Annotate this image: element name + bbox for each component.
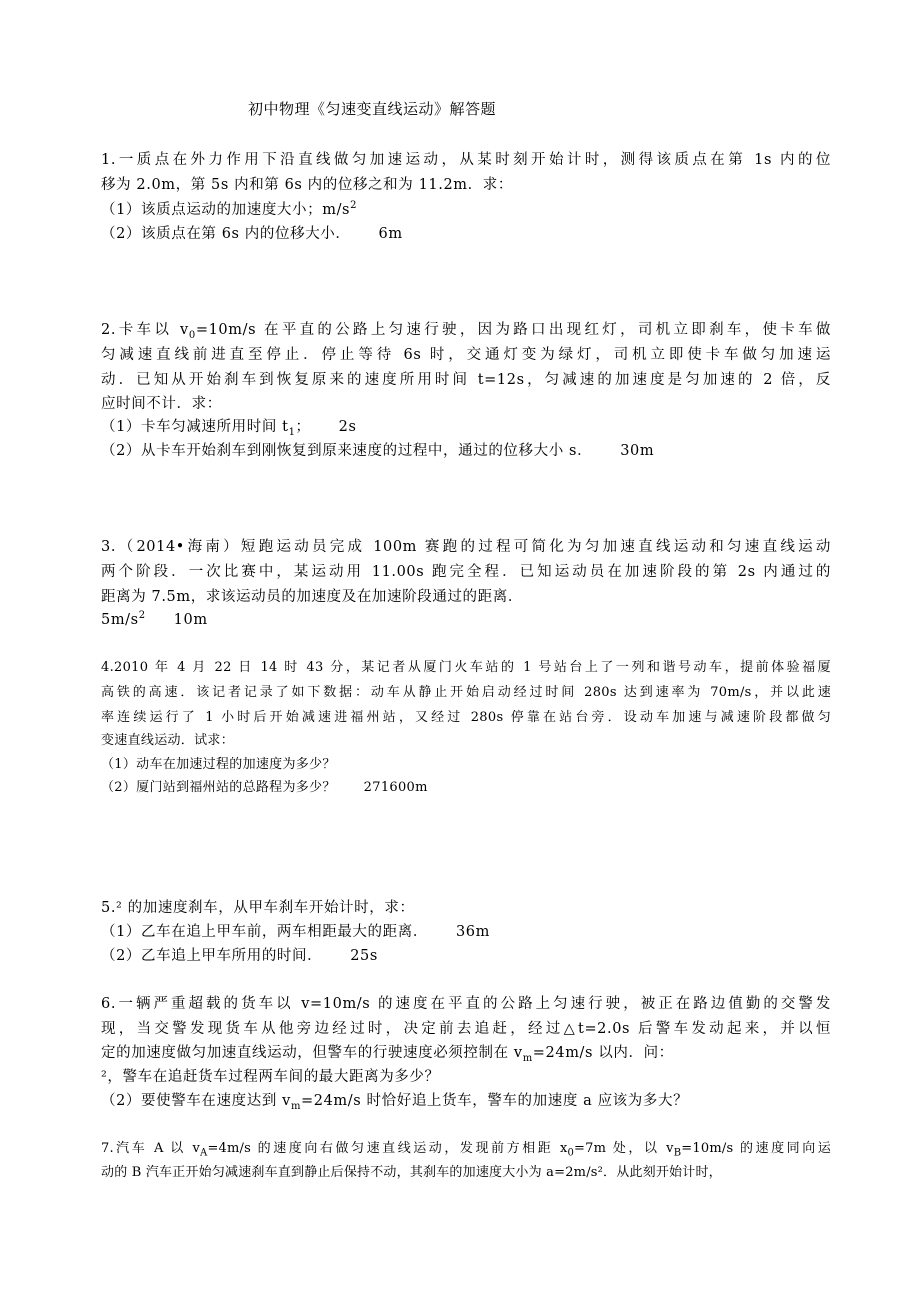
q2-line-6 bbox=[101, 441, 831, 461]
q5-answer-2: 25s bbox=[350, 948, 378, 964]
q7-l1-d: =10m/s 的速度同向运 bbox=[681, 1141, 831, 1156]
q4-line-1: 4.2010 年 4 月 22 日 14 时 43 分，某记者从厦门火车站的 1 号站台上了一列和谐号动车，提前体验福厦 bbox=[101, 660, 831, 675]
q7-line-2: 动的 B 汽车正开始匀减速刹车直到静止后保持不动，其刹车的加速度大小为 a=2m/s²．从此刻开始计时， bbox=[101, 1165, 722, 1180]
q6-l3-b: =24m/s 以内．问： bbox=[532, 1045, 674, 1061]
q2-line-5 bbox=[101, 417, 831, 437]
q7-l1-sub2: 0 bbox=[567, 1147, 575, 1159]
q7-line-1 bbox=[101, 1139, 831, 1159]
q3-line-1: 3.（2014•海南）短跑运动员完成 100m 赛跑的过程可简化为匀加速直线运动和匀速直线运动 bbox=[101, 539, 831, 555]
q3-line-2: 两个阶段．一次比赛中，某运动用 11.00s 跑完全程．已知运动员在加速阶段的第 2s 内通过的 bbox=[101, 564, 831, 580]
q3-answer-1-sup: 2 bbox=[138, 610, 146, 622]
q4-answer: 271600m bbox=[363, 780, 428, 795]
q4-line-5: （1）动车在加速过程的加速度为多少？ bbox=[101, 757, 336, 772]
q4-line-3: 率连续运行了 1 小时后开始减速进福州站，又经过 280s 停靠在站台旁．设动车加速与减速阶段都做匀 bbox=[101, 710, 831, 725]
q6-l3-a: 定的加速度做匀加速直线运动，但警车的行驶速度必须控制在 v bbox=[101, 1045, 523, 1061]
q1-part2-text: （2）该质点在第 6s 内的位移大小． bbox=[101, 226, 351, 242]
q1-line-4 bbox=[101, 224, 831, 244]
q5-l3-text: （2）乙车追上甲车所用的时间． bbox=[101, 948, 323, 964]
q1-part1-sup: 2 bbox=[350, 200, 358, 212]
document-title: 初中物理《匀速变直线运动》解答题 bbox=[248, 100, 497, 118]
q2-answer-2: 30m bbox=[620, 443, 655, 459]
q1-line-2: 移为 2.0m，第 5s 内和第 6s 内的位移之和为 11.2m．求： bbox=[101, 177, 513, 193]
q5-line-3 bbox=[101, 946, 831, 966]
q2-l6-text: （2）从卡车开始刹车到刚恢复到原来速度的过程中，通过的位移大小 s． bbox=[101, 443, 593, 459]
q2-l1-sub: 0 bbox=[188, 329, 196, 341]
q2-answer-1: 2s bbox=[338, 419, 357, 435]
q3-answer-1: 5m/s bbox=[101, 612, 139, 628]
q3-line-3: 距离为 7.5m，求该运动员的加速度及在加速阶段通过的距离． bbox=[101, 589, 523, 605]
q1-part1-text: （1）该质点运动的加速度大小；m/s bbox=[101, 202, 351, 218]
q7-l1-c: =7m 处，以 v bbox=[574, 1141, 674, 1156]
q6-line-2: 现，当交警发现货车从他旁边经过时，决定前去追赶，经过△t=2.0s 后警车发动起来，并以恒 bbox=[101, 1021, 831, 1037]
q1-line-1: 1.一质点在外力作用下沿直线做匀加速运动，从某时刻开始计时，测得该质点在第 1s 内的位 bbox=[101, 152, 831, 168]
q7-l1-a: 7.汽车 A 以 v bbox=[101, 1141, 201, 1156]
q2-l5-sub: 1 bbox=[288, 426, 296, 438]
q6-line-1: 6.一辆严重超载的货车以 v=10m/s 的速度在平直的公路上匀速行驶，被正在路边值勤的交警发 bbox=[101, 996, 831, 1012]
q5-line-2 bbox=[101, 922, 831, 942]
q6-line-4: ²，警车在追赶货车过程两车间的最大距离为多少？ bbox=[101, 1069, 440, 1085]
q6-line-5 bbox=[101, 1091, 831, 1111]
q4-line-4: 变速直线运动．试求： bbox=[101, 733, 235, 748]
q2-line-2: 匀减速直线前进直至停止．停止等待 6s 时，交通灯变为绿灯，司机立即使卡车做匀加速运 bbox=[101, 347, 831, 363]
q1-answer: 6m bbox=[378, 226, 403, 242]
q4-line-2: 高铁的高速．该记者记录了如下数据：动车从静止开始启动经过时间 280s 达到速率为 70m/s，并以此速 bbox=[101, 685, 831, 700]
q2-l1-a: 2.卡车以 v bbox=[101, 322, 189, 338]
q1-line-3 bbox=[101, 200, 831, 220]
q5-answer-1: 36m bbox=[455, 924, 490, 940]
q2-line-4: 应时间不计．求： bbox=[101, 396, 222, 412]
q6-l5-sub: m bbox=[290, 1100, 302, 1112]
q2-l1-b: =10m/s 在平直的公路上匀速行驶，因为路口出现红灯，司机立即刹车，使卡车做 bbox=[195, 322, 831, 338]
q6-l3-sub: m bbox=[522, 1052, 533, 1064]
q2-line-1 bbox=[101, 320, 831, 340]
q7-l1-b: =4m/s 的速度向右做匀速直线运动，发现前方相距 x bbox=[207, 1141, 568, 1156]
q4-l6-text: （2）厦门站到福州站的总路程为多少？ bbox=[101, 780, 336, 795]
q2-l5-a: （1）卡车匀减速所用时间 t bbox=[101, 419, 289, 435]
q6-l5-b: =24m/s 时恰好追上货车，警车的加速度 a 应该为多大？ bbox=[301, 1093, 689, 1109]
q2-l5-b: ； bbox=[295, 419, 311, 435]
q2-line-3: 动．已知从开始刹车到恢复原来的速度所用时间 t=12s，匀减速的加速度是匀加速的 2 倍，反 bbox=[101, 372, 831, 388]
q3-answer-2: 10m bbox=[173, 612, 208, 628]
q6-line-3 bbox=[101, 1043, 831, 1063]
q6-l5-a: （2）要使警车在速度达到 v bbox=[101, 1093, 291, 1109]
q7-l1-sub1: A bbox=[200, 1147, 208, 1159]
q3-line-4 bbox=[101, 610, 831, 630]
q5-line-1: 5.² 的加速度刹车，从甲车刹车开始计时，求： bbox=[101, 900, 415, 916]
q4-line-6 bbox=[101, 778, 831, 798]
q5-l2-text: （1）乙车在追上甲车前，两车相距最大的距离． bbox=[101, 924, 428, 940]
q7-l1-sub3: B bbox=[673, 1147, 682, 1159]
